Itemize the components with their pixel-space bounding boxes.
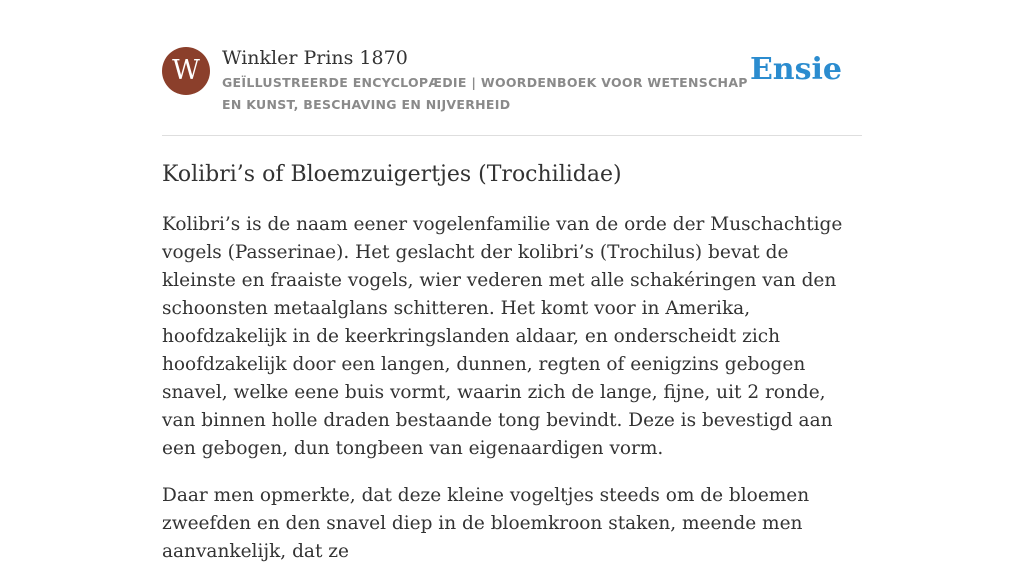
book-subtitle: GEÏLLUSTREERDE ENCYCLOPÆDIE | WOORDENBOEK VOOR WETENSCHAP EN KUNST, BESCHAVING EN NIJVERHEID xyxy=(222,75,748,112)
article-paragraph: Daar men opmerkte, dat deze kleine vogeltjes steeds om de bloemen zweefden en den snavel diep in de bloemkroon staken, meende men aanvankelijk, dat ze xyxy=(162,485,810,562)
article-title: Kolibri’s of Bloemzuigertjes (Trochilidae) xyxy=(162,162,622,187)
header-text xyxy=(222,44,762,116)
header xyxy=(162,0,862,136)
book-title[interactable]: Winkler Prins 1870 xyxy=(222,47,408,69)
article-paragraph: Kolibri’s is de naam eener vogelenfamilie van de orde der Muschachtige vogels (Passerinae). Het geslacht der kolibri’s (Trochilus) bevat de kleinste en fraaiste vogels, wier vederen met alle schakéringen van den schoonsten metaalglans schitteren. Het komt voor in Amerika, hoofdzakelijk in de keerkringslanden aldaar, en onderscheidt zich hoofdzakelijk door een langen, dunnen, regten of eenigzins gebogen snavel, welke eene buis vormt, waarin zich de lange, fijne, uit 2 ronde, van binnen holle draden bestaande tong bevindt. Deze is bevestigd aan een gebogen, dun tongbeen van eigenaardigen vorm. xyxy=(162,214,843,459)
article-body xyxy=(162,211,862,585)
page xyxy=(162,0,862,562)
avatar[interactable]: W xyxy=(162,47,210,95)
brand-logo-link[interactable]: Ensie xyxy=(749,52,842,87)
